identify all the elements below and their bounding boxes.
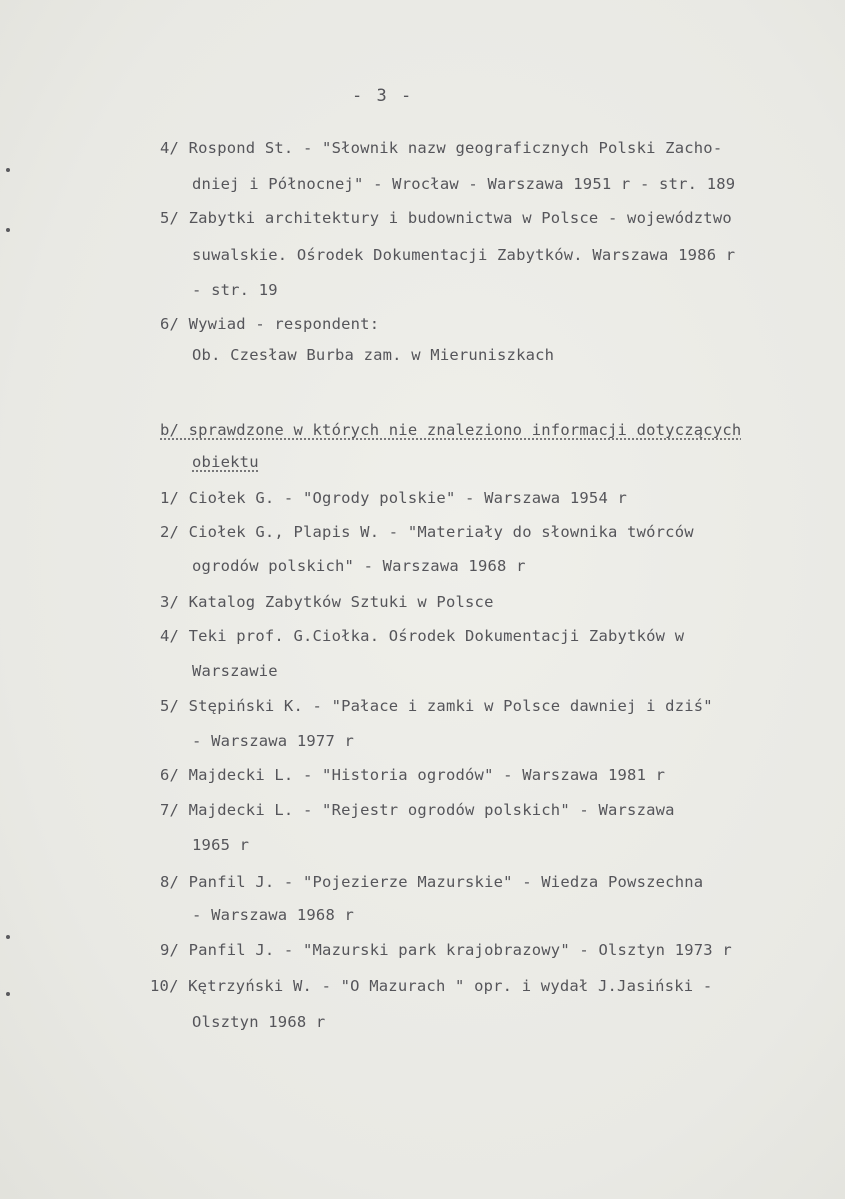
b-entry-2-line-1: 2/ Ciołek G., Plapis W. - "Materiały do słownika twórców [160,523,694,541]
margin-punch-mark [6,228,10,232]
b-entry-4-line-2: Warszawie [192,662,278,680]
b-entry-5-line-2: - Warszawa 1977 r [192,732,355,750]
b-entry-3: 3/ Katalog Zabytków Sztuki w Polsce [160,593,494,611]
section-b-heading: b/ sprawdzone w których nie znaleziono informacji dotyczących [160,421,742,439]
b-entry-8-line-2: - Warszawa 1968 r [192,906,355,924]
page-number: - 3 - [352,86,414,106]
section-b-heading-cont: obiektu [192,453,259,471]
entry-5-line-2: suwalskie. Ośrodek Dokumentacji Zabytków. Warszawa 1986 r [192,246,736,264]
b-entry-7-line-2: 1965 r [192,836,250,854]
b-entry-10-line-2: Olsztyn 1968 r [192,1013,326,1031]
b-entry-8-line-1: 8/ Panfil J. - "Pojezierze Mazurskie" - Wiedza Powszechna [160,873,704,891]
b-entry-1: 1/ Ciołek G. - "Ogrody polskie" - Warszawa 1954 r [160,489,628,507]
b-entry-10-line-1: 10/ Kętrzyński W. - "O Mazurach " opr. i wydał J.Jasiński - [150,977,713,995]
b-entry-4-line-1: 4/ Teki prof. G.Ciołka. Ośrodek Dokumentacji Zabytków w [160,627,685,645]
entry-5-line-3: - str. 19 [192,281,278,299]
b-entry-2-line-2: ogrodów polskich" - Warszawa 1968 r [192,557,526,575]
entry-5-line-1: 5/ Zabytki architektury i budownictwa w Polsce - województwo [160,209,732,227]
b-entry-7-line-1: 7/ Majdecki L. - "Rejestr ogrodów polskich" - Warszawa [160,801,675,819]
entry-6-line-2: Ob. Czesław Burba zam. w Mieruniszkach [192,346,555,364]
entry-6-line-1: 6/ Wywiad - respondent: [160,315,380,333]
margin-punch-mark [6,935,10,939]
b-entry-6: 6/ Majdecki L. - "Historia ogrodów" - Warszawa 1981 r [160,766,666,784]
b-entry-9: 9/ Panfil J. - "Mazurski park krajobrazowy" - Olsztyn 1973 r [160,941,732,959]
b-entry-5-line-1: 5/ Stępiński K. - "Pałace i zamki w Polsce dawniej i dziś" [160,697,713,715]
entry-4-line-1: 4/ Rospond St. - "Słownik nazw geograficznych Polski Zacho- [160,139,723,157]
entry-4-line-2: dniej i Północnej" - Wrocław - Warszawa 1951 r - str. 189 [192,175,736,193]
margin-punch-mark [6,168,10,172]
margin-punch-mark [6,992,10,996]
